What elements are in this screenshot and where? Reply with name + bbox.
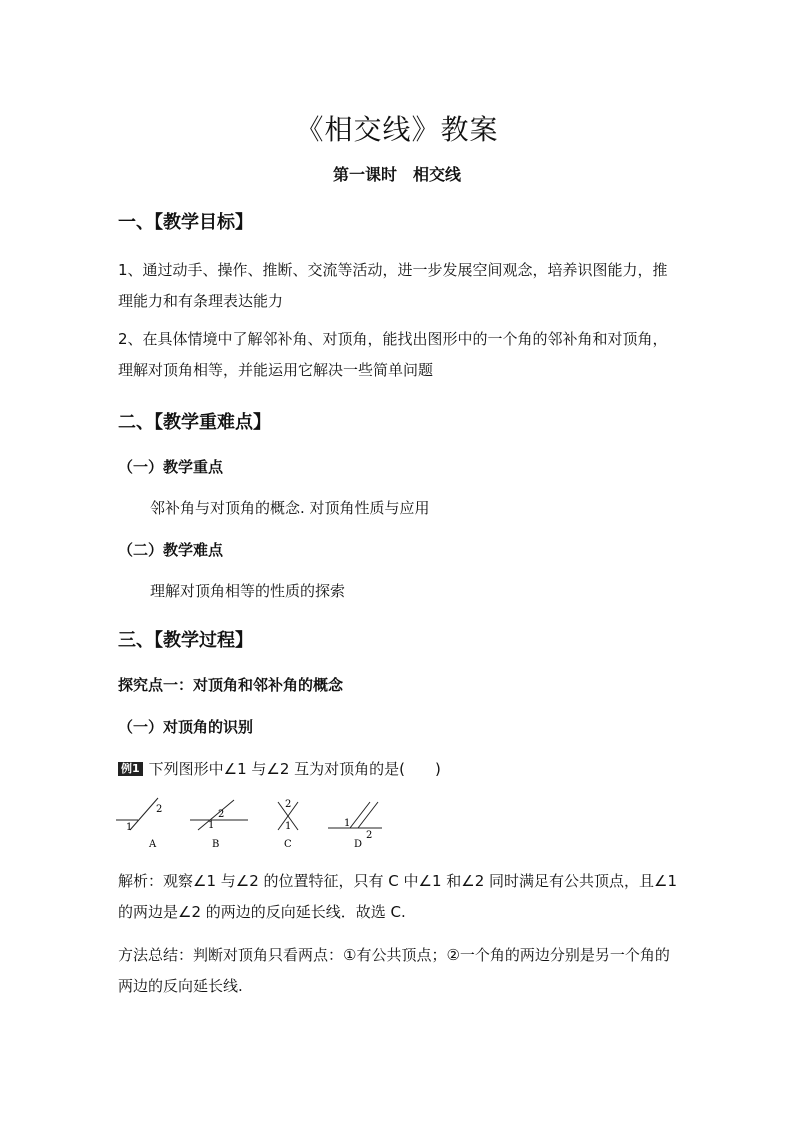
example-question [118,758,441,779]
figure-d-angle-2: 2 [366,830,373,841]
subheading-vertical-angles: （一）对顶角的识别 [118,718,254,736]
figure-c-angle-1: 1 [285,821,292,832]
example-question-text: 下列图形中∠1 与∠2 互为对顶角的是( ) [148,760,441,778]
analysis-paragraph: 解析：观察∠1 与∠2 的位置特征，只有 C 中∠1 和∠2 同时满足有公共顶点，且∠1 的两边是∠2 的两边的反向延长线．故选 C. [118,872,678,921]
objective-paragraph-2: 2、在具体情境中了解邻补角、对顶角，能找出图形中的一个角的邻补角和对顶角，理解对顶角相等，并能运用它解决一些简单问题 [118,330,668,379]
figure-b [190,800,248,850]
difficulty-text: 理解对顶角相等的性质的探索 [150,582,346,600]
subheading-difficulty: （二）教学难点 [118,541,224,559]
figure-c-label: C [284,839,292,850]
figure-d-angle-1: 1 [344,818,351,829]
figure-b-label: B [212,839,220,850]
figure-a [116,798,162,850]
angle-figures [112,796,402,852]
section-heading-key-points: 二、【教学重难点】 [118,412,271,433]
section-heading-objectives: 一、【教学目标】 [118,212,253,233]
document-title: 《相交线》教案 [295,113,499,146]
figure-d [328,802,382,850]
section-heading-process: 三、【教学过程】 [118,630,253,651]
figure-b-angle-2: 2 [218,809,225,820]
figure-d-label: D [354,839,363,850]
key-point-text: 邻补角与对顶角的概念. 对顶角性质与应用 [150,499,430,517]
example-badge: 例1 [118,762,143,776]
subheading-key-point: （一）教学重点 [118,458,224,476]
method-summary-paragraph: 方法总结：判断对顶角只看两点：①有公共顶点；②一个角的两边分别是另一个角的两边的反向延长线. [118,946,670,995]
figure-c [278,799,298,850]
figure-a-angle-1: 1 [126,822,133,833]
objective-paragraph-1: 1、通过动手、操作、推断、交流等活动，进一步发展空间观念，培养识图能力，推理能力和有条理表达能力 [118,261,668,310]
figure-b-angle-1: 1 [208,820,215,831]
figure-c-angle-2: 2 [285,799,292,810]
document-subtitle: 第一课时 相交线 [332,165,461,184]
exploration-point-title: 探究点一：对顶角和邻补角的概念 [118,676,344,694]
figure-a-label: A [149,839,157,850]
figure-a-angle-2: 2 [156,804,163,815]
